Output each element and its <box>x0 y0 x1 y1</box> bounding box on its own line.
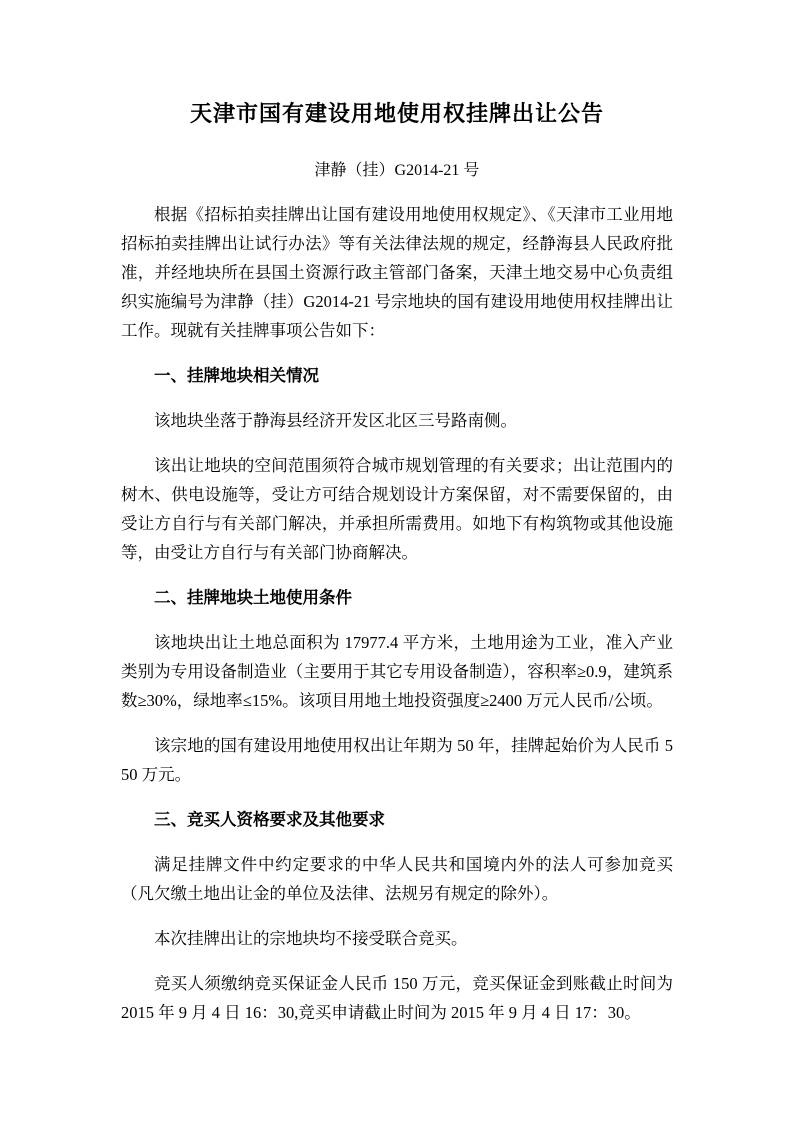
section-1-heading: 一、挂牌地块相关情况 <box>154 366 319 385</box>
section-2-paragraph-land-conditions: 该地块出让土地总面积为 17977.4 平方米，土地用途为工业，准入产业类别为专用设备制造业（主要用于其它专用设备制造），容积率≥0.9，建筑系数≥30%，绿地率≤15%。该项目用地土地投资强度≥2400 万元人民币/公顷。 <box>121 633 673 710</box>
intro-paragraph: 根据《招标拍卖挂牌出让国有建设用地使用权规定》、《天津市工业用地招标拍卖挂牌出让试行办法》等有关法律法规的规定，经静海县人民政府批准，并经地块所在县国土资源行政主管部门备案，天津土地交易中心负责组织实施编号为津静（挂）G2014-21 号宗地块的国有建设用地使用权挂牌出让工作。现就有关挂牌事项公告如下： <box>121 205 673 340</box>
section-3-paragraph-deposit-deadline: 竞买人须缴纳竞买保证金人民币 150 万元，竞买保证金到账截止时间为 2015 年 9 月 4 日 16：30,竞买申请截止时间为 2015 年 9 月 4 日 17：30。 <box>121 974 673 1022</box>
section-2-paragraph-term-price: 该宗地的国有建设用地使用权出让年期为 50 年，挂牌起始价为人民币 550 万元。 <box>121 736 673 784</box>
section-3-paragraph-no-joint-bid: 本次挂牌出让的宗地块均不接受联合竞买。 <box>154 929 468 948</box>
document-title: 天津市国有建设用地使用权挂牌出让公告 <box>189 101 604 126</box>
document-number: 津静（挂）G2014-21 号 <box>314 162 480 179</box>
section-3-paragraph-eligibility: 满足挂牌文件中约定要求的中华人民共和国境内外的法人可参加竞买（凡欠缴土地出让金的单位及法律、法规另有规定的除外）。 <box>121 855 673 903</box>
section-2-heading: 二、挂牌地块土地使用条件 <box>154 588 352 607</box>
section-1-paragraph-scope: 该出让地块的空间范围须符合城市规划管理的有关要求；出让范围内的树木、供电设施等，受让方可结合规划设计方案保留，对不需要保留的，由受让方自行与有关部门解决，并承担所需费用。如地下有构筑物或其他设施等，由受让方自行与有关部门协商解决。 <box>121 456 673 562</box>
section-3-heading: 三、竞买人资格要求及其他要求 <box>154 810 385 829</box>
section-1-paragraph-location: 该地块坐落于静海县经济开发区北区三号路南侧。 <box>154 411 517 430</box>
